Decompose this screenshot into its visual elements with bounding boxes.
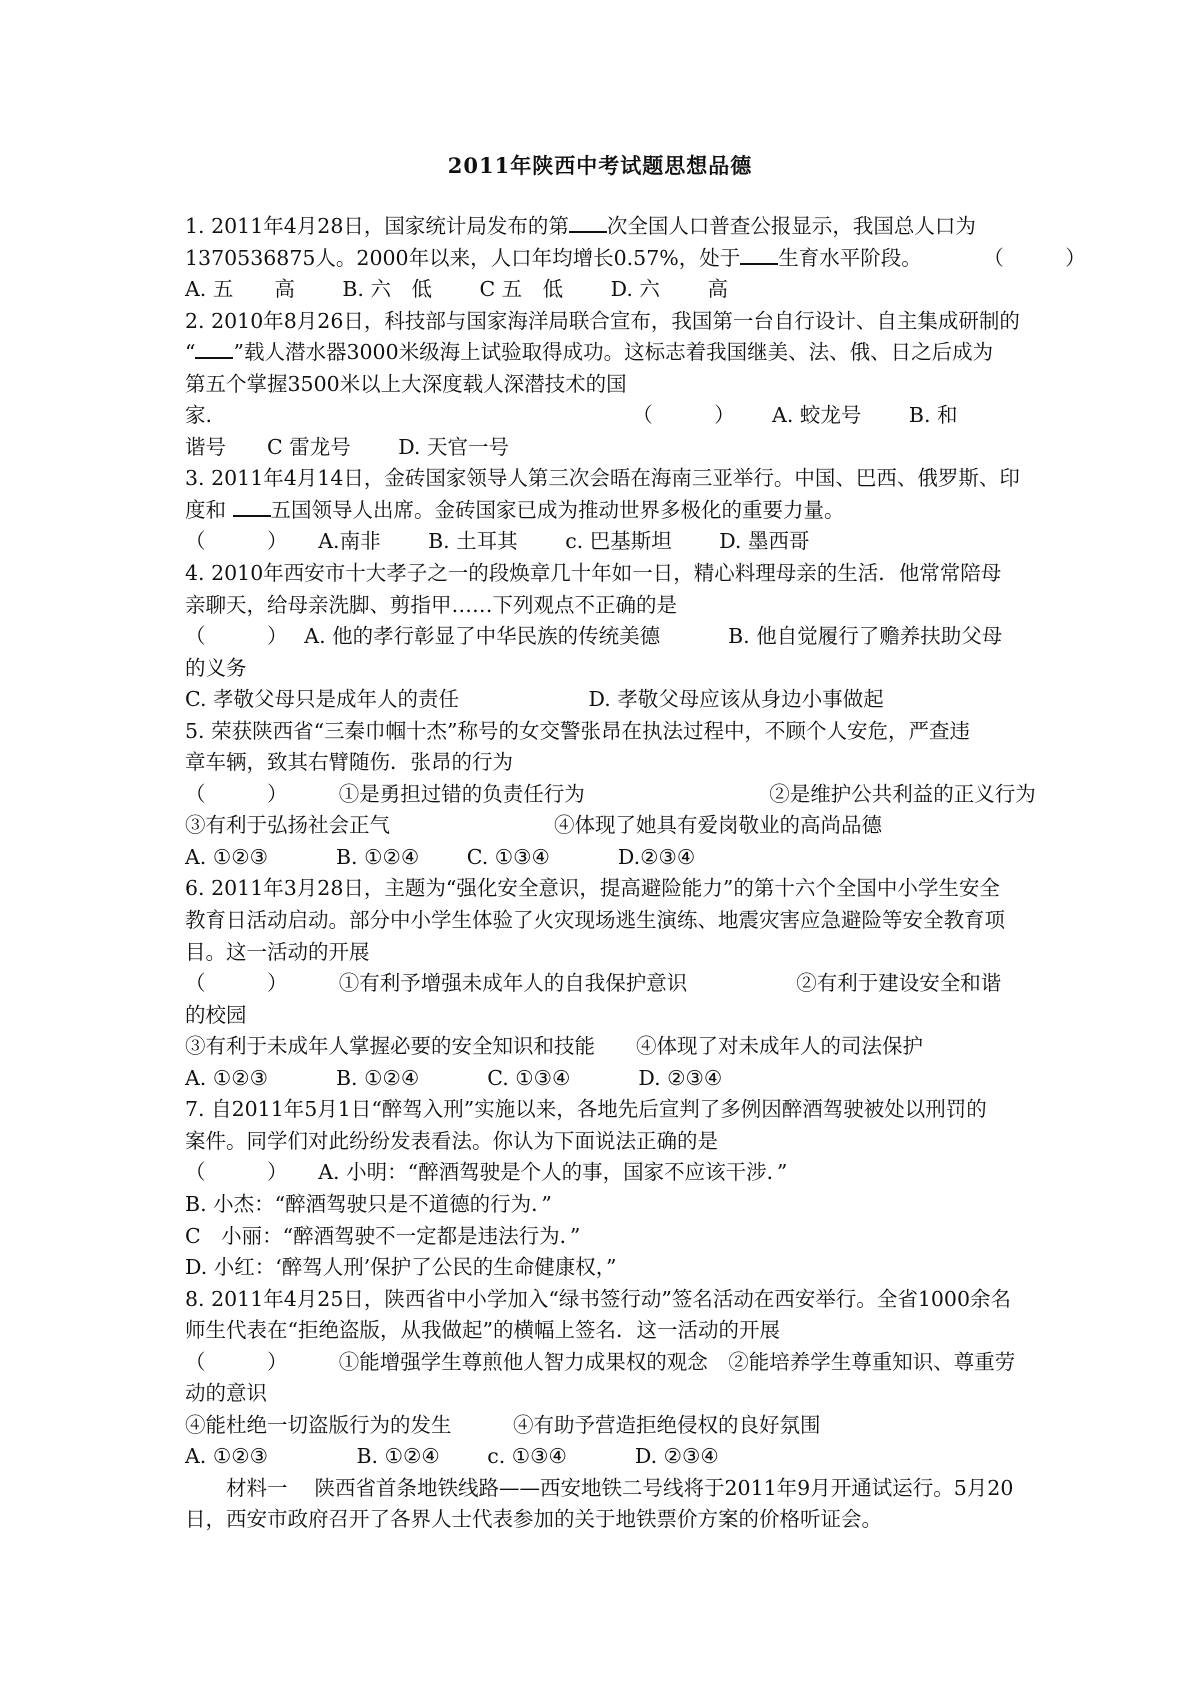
question-6-line-2: 教育日活动启动。部分中小学生体验了火灾现场逃生演练、地震灾害应急避险等安全教育项 xyxy=(185,908,1005,933)
question-4-line-4: 的义务 xyxy=(185,655,247,680)
question-6-options: A. ①②③ B. ①②④ C. ①③④ D. ②③④ xyxy=(185,1065,723,1090)
question-3-line-1: 3. 2011年4月14日，金砖国家领导人第三次会晤在海南三亚举行。中国、巴西、俄罗斯、印 xyxy=(185,466,1020,491)
question-1-line-2: 1370536875人。2000年以来，人口年均增长0.57%，处于 生育水平阶段。 （ ） xyxy=(185,243,1035,275)
page-title: 2011年陕西中考试题思想品德 xyxy=(447,153,753,178)
question-7-line-3: （ ） A. 小明：“醉酒驾驶是个人的事，国家不应该干涉．” xyxy=(185,1160,788,1185)
question-8-line-2: 师生代表在“拒绝盗版，从我做起”的横幅上签名．这一活动的开展 xyxy=(185,1318,780,1343)
question-2-line-1: 2. 2010年8月26日，科技部与国家海洋局联合宣布，我国第一台自行设计、自主集成研制的 xyxy=(185,308,1020,333)
question-4-line-5: C. 孝敬父母只是成年人的责任 D. 孝敬父母应该从身边小事做起 xyxy=(185,687,884,712)
question-5-line-3: （ ） ①是勇担过错的负责任行为 ②是维护公共利益的正义行为 xyxy=(185,781,1036,806)
question-2-line-5: 谐号 C 雷龙号 D. 天官一号 xyxy=(185,434,509,459)
question-6-line-4: （ ） ①有利予增强未成年人的自我保护意识 ②有利于建设安全和谐 xyxy=(185,971,1002,996)
question-5-options: A. ①②③ B. ①②④ C. ①③④ D.②③④ xyxy=(185,844,696,869)
question-6-line-3: 目。这一活动的开展 xyxy=(185,939,370,964)
question-2-line-4: 家. （ ） A. 蛟龙号 B. 和 xyxy=(185,403,958,428)
question-5-line-1: 5. 荣获陕西省“三秦巾帼十杰”称号的女交警张昂在执法过程中，不顾个人安危，严查违 xyxy=(185,718,971,743)
question-7-line-5: C 小丽：“醉酒驾驶不一定都是违法行为．” xyxy=(185,1223,581,1248)
fill-blank xyxy=(740,243,778,265)
question-4-line-2: 亲聊天，给母亲洗脚、剪指甲……下列观点不正确的是 xyxy=(185,592,677,617)
question-6-line-5: 的校园 xyxy=(185,1002,247,1027)
question-4-line-1: 4. 2010年西安市十大孝子之一的段焕章几十年如一日，精心料理母亲的生活．他常常陪母 xyxy=(185,561,1002,586)
question-1-line-1: 1. 2011年4月28日，国家统计局发布的第 次全国人口普查公报显示，我国总人口为 xyxy=(185,211,1035,243)
question-4-line-3: （ ） A. 他的孝行彰显了中华民族的传统美德 B. 他自觉履行了赡养扶助父母 xyxy=(185,624,1003,649)
question-2-line-2: “ ”载人潜水器3000米级海上试验取得成功。这标志着我国继美、法、俄、日之后成为 xyxy=(185,337,1035,369)
question-3-options: （ ） A.南非 B. 土耳其 c. 巴基斯坦 D. 墨西哥 xyxy=(185,529,810,554)
question-8-options: A. ①②③ B. ①②④ c. ①③④ D. ②③④ xyxy=(185,1444,719,1469)
question-5-line-4: ③有利于弘扬社会正气 ④体现了她具有爱岗敬业的高尚品德 xyxy=(185,813,882,838)
material-1-line-2: 日，西安市政府召开了各界人士代表参加的关于地铁票价方案的价格听证会。 xyxy=(185,1507,882,1532)
question-7-line-4: B. 小杰：“醉酒驾驶只是不道德的行为．” xyxy=(185,1191,552,1216)
document-body xyxy=(185,211,1086,1536)
material-1-line-1: 材料一 陕西省首条地铁线路——西安地铁二号线将于2011年9月开通试运行。5月20 xyxy=(185,1475,1014,1500)
fill-blank xyxy=(195,337,233,359)
question-3-line-2: 度和 五国领导人出席。金砖国家已成为推动世界多极化的重要力量。 xyxy=(185,495,1035,527)
fill-blank xyxy=(233,495,271,517)
question-6-line-6: ③有利于未成年人掌握必要的安全知识和技能 ④体现了对未成年人的司法保护 xyxy=(185,1034,923,1059)
question-5-line-2: 章车辆，致其右臂随伤．张昂的行为 xyxy=(185,750,513,775)
fill-blank xyxy=(569,211,607,233)
question-8-line-3: （ ） ①能增强学生尊煎他人智力成果权的观念 ②能培养学生尊重知识、尊重劳 xyxy=(185,1349,1016,1374)
question-7-line-1: 7. 自2011年5月1日“醉驾入刑”实施以来，各地先后宣判了多例因醉酒驾驶被处以刑罚的 xyxy=(185,1097,987,1122)
question-2-line-3: 第五个掌握3500米以上大深度载人深潜技术的国 xyxy=(185,371,627,396)
question-6-line-1: 6. 2011年3月28日，主题为“强化安全意识，提高避险能力”的第十六个全国中小学生安全 xyxy=(185,876,1000,901)
question-1-options: A. 五 高 B. 六 低 C 五 低 D. 六 高 xyxy=(185,277,728,302)
question-8-line-1: 8. 2011年4月25日，陕西省中小学加入“绿书签行动”签名活动在西安举行。全省1000余名 xyxy=(185,1286,1012,1311)
question-8-line-5: ④能杜绝一切盗版行为的发生 ④有助予营造拒绝侵权的良好氛围 xyxy=(185,1412,821,1437)
question-7-line-6: D. 小红：‘醉驾人刑’保护了公民的生命健康权，” xyxy=(185,1255,617,1280)
question-8-line-4: 动的意识 xyxy=(185,1381,267,1406)
question-7-line-2: 案件。同学们对此纷纷发表看法。你认为下面说法正确的是 xyxy=(185,1128,718,1153)
